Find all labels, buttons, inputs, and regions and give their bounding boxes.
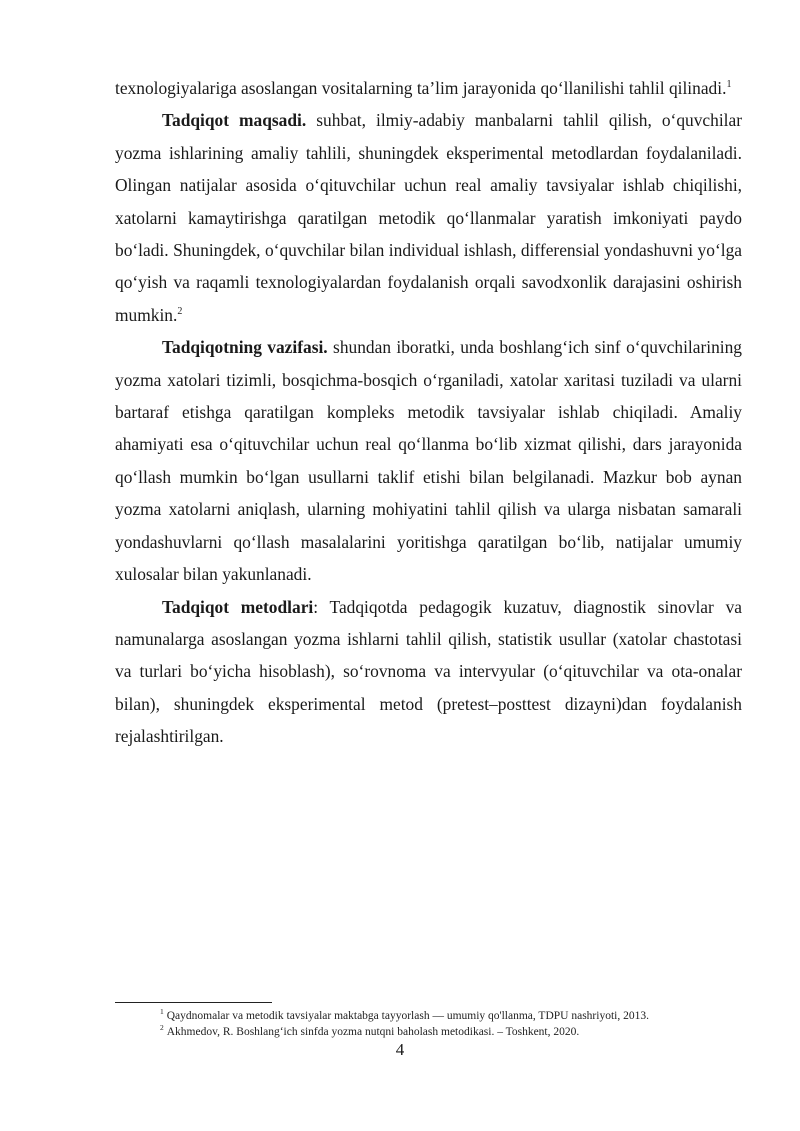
body-text [115,72,742,753]
page-number: 4 [395,1040,405,1059]
footnote-mark: 2 [160,1022,164,1032]
paragraph-heading: Tadqiqot maqsadi. [162,110,307,131]
footnote-item [160,1009,760,1025]
paragraph-text: shundan iboratki, unda boshlang‘ich sinf o‘quvchilarining yozma xatolari tizimli, bosqichma-bosqich o‘rganiladi, xatolar xaritasi tuziladi va ularni bartaraf etishga qaratilgan kompleks metodik tavsiyalar ishlab chiqiladi. Amaliy ahamiyati esa o‘qituvchilar uchun real qo‘llanma bo‘lib xizmat qilishi, dars jarayonida qo‘llash mumkin bo‘lgan usullarni taklif etishi bilan belgilanadi. Mazkur bob aynan yozma xatolarni aniqlash, ularning mohiyatini tahlil qilish va ularga nisbatan samarali yondashuvlarni qo‘llash masalalarini yoritishga qaratilgan bo‘lib, natijalar umumiy xulosalar bilan yakunlanadi. [115,337,743,585]
paragraph-research-goal [115,104,742,331]
footnote-item [160,1022,760,1041]
footnote-text: Qaydnomalar va metodik tavsiyalar maktabga tayyorlash — umumiy qo'llanma, TDPU nashriyoti, 2013. [166,1010,649,1022]
footnotes [160,1009,760,1040]
paragraph-text: : Tadqiqotda pedagogik kuzatuv, diagnostik sinovlar va namunalarga asoslangan yozma ishlarni tahlil qilish, statistik usullar (xatolar chastotasi va turlari bo‘yicha hisoblash), so‘rovnoma va intervyular (o‘qituvchilar va ota-onalar bilan), shuningdek eksperimental metod (pretest–posttest dizayni)dan foydalanish rejalashtirilgan. [115,596,742,747]
paragraph-heading: Tadqiqotning vazifasi. [162,337,328,358]
footnote-reference: 2 [177,305,183,317]
footnote-mark: 1 [160,1007,164,1016]
paragraph-heading: Tadqiqot metodlari [162,596,314,617]
paragraph-continuation [115,72,742,104]
footnote-reference: 1 [726,79,732,90]
paragraph-research-methods [115,591,742,753]
paragraph-research-tasks [115,331,742,590]
paragraph-text: suhbat, ilmiy-adabiy manbalarni tahlil qilish, o‘quvchilar yozma ishlarining amaliy tahlili, shuningdek eksperimental metodlardan foydalaniladi. Olingan natijalar asosida o‘qituvchilar uchun real amaliy tavsiyalar ishlab chiqilishi, xatolarni kamaytirishga qaratilgan metodik qo‘llanmalar yaratish imkoniyati paydo bo‘ladi. Shuningdek, o‘quvchilar bilan individual ishlash, differensial yondashuvni yo‘lga qo‘yish va raqamli texnologiyalardan foydalanish orqali savodxonlik darajasini oshirish mumkin. [115,110,743,325]
paragraph-text: texnologiyalariga asoslangan vositalarning ta’lim jarayonida qo‘llanilishi tahlil qilinadi. [115,78,727,98]
footnote-separator [115,1002,272,1003]
footnote-text: Akhmedov, R. Boshlang‘ich sinfda yozma nutqni baholash metodikasi. – Toshkent, 2020. [166,1025,580,1038]
